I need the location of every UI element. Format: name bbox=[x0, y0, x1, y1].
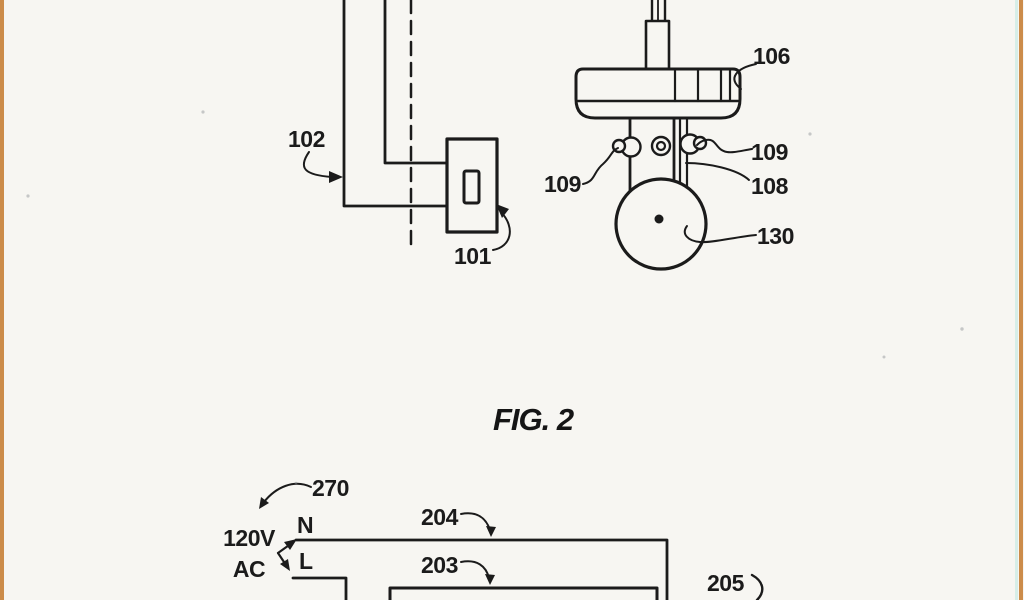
leader-102 bbox=[304, 152, 343, 183]
label-line-wire-203: 203 bbox=[421, 552, 458, 578]
neutral-wire bbox=[296, 540, 667, 600]
fig2-wires bbox=[293, 540, 667, 600]
voltage-line1: 120V bbox=[223, 525, 275, 551]
leader-108 bbox=[686, 163, 749, 180]
globe-center-dot bbox=[655, 215, 664, 224]
arrowhead bbox=[486, 526, 496, 537]
line-wire bbox=[293, 578, 346, 600]
label-switch-101: 101 bbox=[454, 243, 491, 269]
label-line-l: L bbox=[299, 548, 313, 574]
leader-205 bbox=[752, 575, 762, 600]
leader-270 bbox=[259, 484, 311, 509]
fixture-canopy bbox=[576, 69, 740, 118]
arrowhead bbox=[329, 171, 343, 183]
voltage-line2: AC bbox=[232, 556, 266, 582]
fig1-wiring bbox=[344, 0, 447, 249]
frame-border-left bbox=[0, 0, 4, 600]
label-neutral-n: N bbox=[297, 512, 314, 538]
fixture-stem bbox=[646, 0, 669, 69]
neck-screw bbox=[652, 137, 670, 155]
label-tube-108: 108 bbox=[751, 173, 788, 199]
leader-109-left bbox=[583, 148, 618, 184]
label-canopy-106: 106 bbox=[753, 43, 790, 69]
fixture-globe bbox=[616, 179, 706, 269]
thumbscrew-right bbox=[681, 135, 707, 154]
frame-border-right bbox=[1019, 0, 1023, 600]
frame-border-inner-glow bbox=[1015, 0, 1018, 600]
label-globe-130: 130 bbox=[757, 223, 794, 249]
label-neutral-wire-204: 204 bbox=[421, 504, 458, 530]
thumbscrew-left bbox=[613, 138, 641, 157]
module-box-203 bbox=[390, 588, 657, 600]
arrowhead bbox=[485, 574, 495, 585]
label-thumbscrew-right-109: 109 bbox=[751, 139, 788, 165]
stem-coupling bbox=[646, 21, 669, 69]
figure-caption: FIG. 2 bbox=[493, 402, 574, 437]
label-thumbscrew-left-109: 109 bbox=[544, 171, 581, 197]
switch-toggle bbox=[464, 171, 479, 203]
leader-203 bbox=[461, 561, 495, 585]
label-module-205: 205 bbox=[707, 570, 744, 596]
label-source-voltage bbox=[214, 523, 284, 585]
wall-switch bbox=[447, 139, 497, 232]
label-source-270: 270 bbox=[312, 475, 349, 501]
leader-204 bbox=[461, 513, 496, 537]
label-wiring-102: 102 bbox=[288, 126, 325, 152]
